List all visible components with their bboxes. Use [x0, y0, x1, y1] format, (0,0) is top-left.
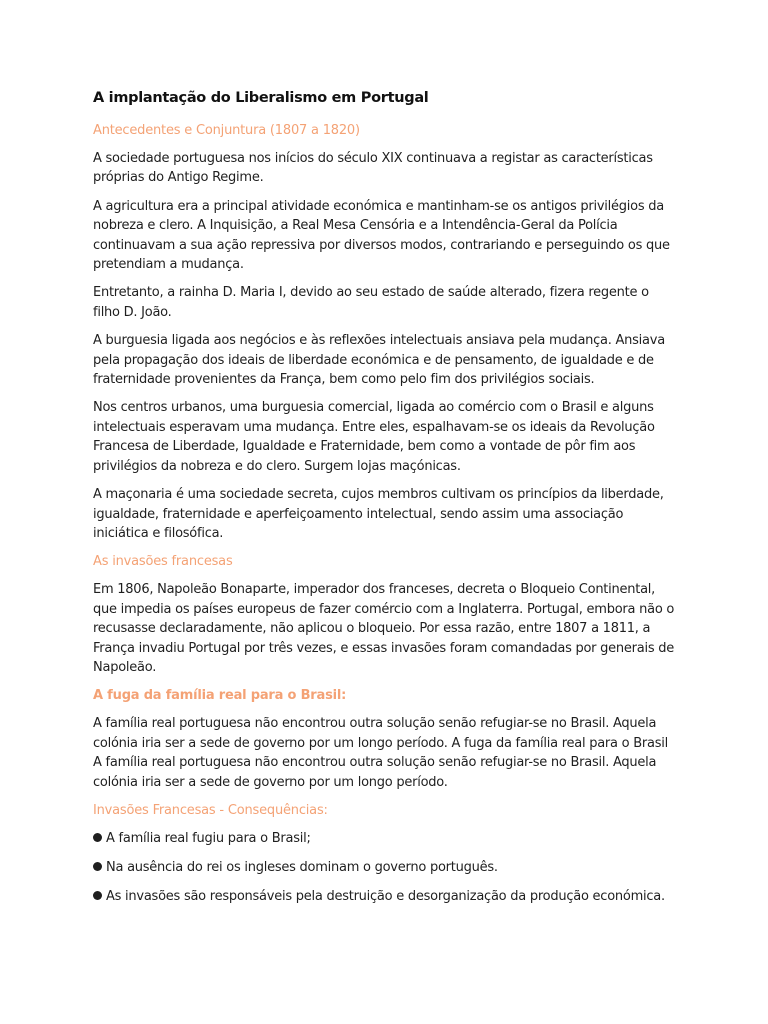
paragraph: A burguesia ligada aos negócios e às reflexões intelectuais ansiava pela mudança. Ansiava pela propagação dos ideais de liberdade económica e de pensamento, de igualdade e de fraternidade provenientes da França, bem como pelo fim dos privilégios sociais.: [93, 333, 665, 388]
document-title: A implantação do Liberalismo em Portugal: [93, 90, 429, 106]
paragraph: A maçonaria é uma sociedade secreta, cujos membros cultivam os princípios da liberdade, igualdade, fraternidade e aperfeiçoamento intelectual, sendo assim uma associação iniciática e filosófica.: [93, 487, 664, 541]
section-heading-invasoes: As invasões francesas: [93, 554, 233, 570]
paragraph: A agricultura era a principal atividade económica e mantinham-se os antigos privilégios da nobreza e clero. A Inquisição, a Real Mesa Censória e a Intendência-Geral da Polícia continuavam a sua ação repressiva por diversos modos, contrariando e perseguindo os que pretendiam a mudança.: [93, 198, 670, 273]
paragraph: Em 1806, Napoleão Bonaparte, imperador dos franceses, decreta o Bloqueio Continental, que impedia os países europeus de fazer comércio com a Inglaterra. Portugal, embora não o recusasse declaradamente, não aplicou o bloqueio. Por essa razão, entre 1807 a 1811, a França invadiu Portugal por três vezes, e essas invasões foram comandadas por generais de Napoleão.: [93, 582, 675, 675]
paragraph: A sociedade portuguesa nos inícios do século XIX continuava a registar as características próprias do Antigo Regime.: [93, 151, 653, 186]
list-item: [93, 858, 678, 877]
paragraph: Nos centros urbanos, uma burguesia comercial, ligada ao comércio com o Brasil e alguns intelectuais esperavam uma mudança. Entre eles, espalhavam-se os ideais da Revolução Francesa de Liberdade, Igualdade e Fraternidade, bem como a vontade de pôr fim aos privilégios da nobreza e do clero. Surgem lojas maçónicas.: [93, 400, 655, 474]
bullet-icon: [93, 891, 102, 900]
section-heading-fuga: A fuga da família real para o Brasil:: [93, 688, 347, 704]
bullet-icon: [93, 833, 102, 842]
paragraph: A família real portuguesa não encontrou outra solução senão refugiar-se no Brasil. Aquela colónia iria ser a sede de governo por um longo período. A fuga da família real para o Brasil A família real portuguesa não encontrou outra solução senão refugiar-se no Brasil. Aquela colónia iria ser a sede de governo por um longo período.: [93, 716, 668, 790]
bullet-icon: [93, 862, 102, 871]
paragraph: Entretanto, a rainha D. Maria I, devido ao seu estado de saúde alterado, fizera regente o filho D. João.: [93, 285, 649, 320]
document-page: [93, 88, 678, 916]
list-item-text: As invasões são responsáveis pela destruição e desorganização da produção económica.: [106, 888, 665, 904]
list-item-text: Na ausência do rei os ingleses dominam o governo português.: [106, 859, 498, 875]
list-item: [93, 829, 678, 848]
section-heading-consequencias: Invasões Francesas - Consequências:: [93, 802, 328, 818]
list-item: [93, 887, 678, 906]
section-heading-antecedentes: Antecedentes e Conjuntura (1807 a 1820): [93, 123, 360, 138]
list-item-text: A família real fugiu para o Brasil;: [106, 830, 311, 846]
